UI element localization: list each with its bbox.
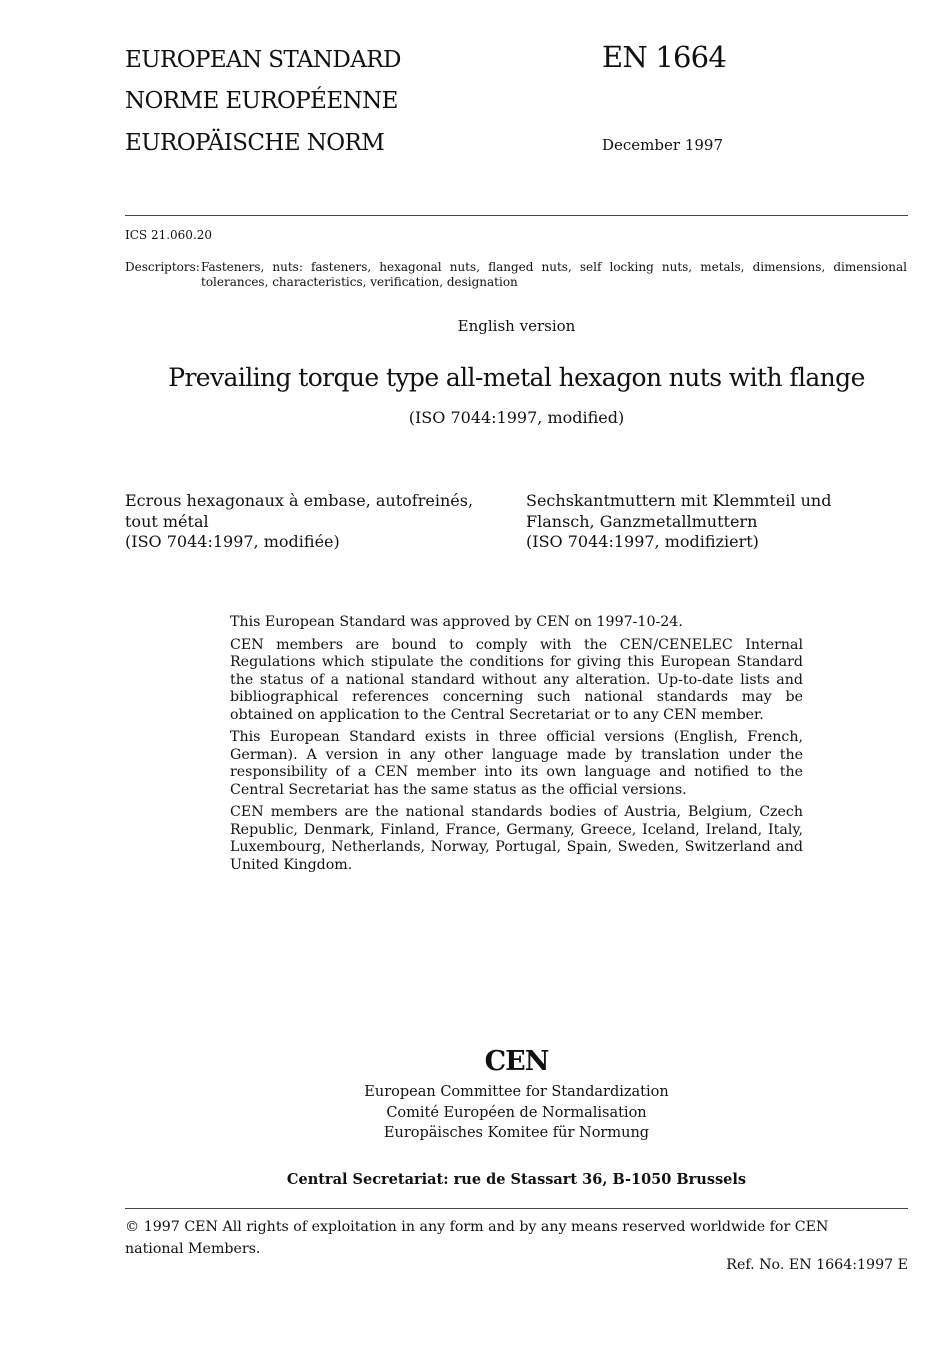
approval-paragraph: This European Standard was approved by CEN on 1997-10-24. xyxy=(230,614,683,630)
french-title-line: Ecrous hexagonaux à embase, autofreinés, xyxy=(125,491,474,510)
descriptors-text: Fasteners, nuts: fasteners, hexagonal nuts, flanged nuts, self locking nuts, metals, dimensions, dimensional tolerances, characteristics, verification, designation xyxy=(201,260,907,289)
footer-divider xyxy=(125,1208,908,1209)
designation-english: EUROPEAN STANDARD xyxy=(125,47,401,73)
organization-name-german: Europäisches Komitee für Normung xyxy=(383,1125,650,1141)
members-paragraph: CEN members are the national standards bodies of Austria, Belgium, Czech Republic, Denmark, Finland, France, Germany, Greece, Iceland, Ireland, Italy, Luxembourg, Netherlands, Norway, Portugal, Spain, Sweden, Switzerland and United Kingdom. xyxy=(230,804,803,873)
compliance-paragraph: CEN members are bound to comply with the CEN/CENELEC Internal Regulations which stipulate the conditions for giving this European Standard the status of a national standard without any alteration. Up-to-date lists and bibliographical references concerning such national standards may be obtained on application to the Central Secretariat or to any CEN member. xyxy=(230,636,803,723)
central-secretariat-address: Central Secretariat: rue de Stassart 36, B-1050 Brussels xyxy=(286,1171,747,1188)
header-divider xyxy=(125,215,908,216)
organization-name-english: European Committee for Standardization xyxy=(364,1084,669,1100)
cen-logo: CEN xyxy=(484,1046,549,1077)
versions-paragraph: This European Standard exists in three official versions (English, French, German). A version in any other language made by translation under the responsibility of a CEN member into its own language and notified to the Central Secretariat has the same status as the official versions. xyxy=(230,729,803,798)
organization-name-french: Comité Européen de Normalisation xyxy=(386,1104,647,1121)
german-title xyxy=(526,491,906,553)
french-title-line: (ISO 7044:1997, modifiée) xyxy=(125,532,340,551)
document-title: Prevailing torque type all-metal hexagon nuts with flange xyxy=(168,363,865,392)
version-label: English version xyxy=(457,317,576,335)
standard-number: EN 1664 xyxy=(602,40,726,74)
french-title xyxy=(125,491,495,553)
copyright-notice: © 1997 CEN All rights of exploitation in any form and by any means reserved worldwide for CEN national Members. xyxy=(125,1219,829,1257)
descriptors-label: Descriptors: xyxy=(125,260,200,274)
designation-french: NORME EUROPÉENNE xyxy=(125,88,398,114)
body-text xyxy=(230,614,803,879)
organization-names xyxy=(0,1082,950,1144)
german-title-line: (ISO 7044:1997, modifiziert) xyxy=(526,532,759,551)
document-subtitle: (ISO 7044:1997, modified) xyxy=(408,408,625,427)
french-title-line: tout métal xyxy=(125,511,209,531)
reference-number: Ref. No. EN 1664:1997 E xyxy=(726,1257,908,1273)
german-title-line: Sechskantmuttern mit Klemmteil und xyxy=(526,491,832,510)
publication-date: December 1997 xyxy=(602,136,723,154)
ics-code: ICS 21.060.20 xyxy=(125,228,213,242)
german-title-line: Flansch, Ganzmetallmuttern xyxy=(526,511,758,531)
designation-german: EUROPÄISCHE NORM xyxy=(125,130,385,156)
